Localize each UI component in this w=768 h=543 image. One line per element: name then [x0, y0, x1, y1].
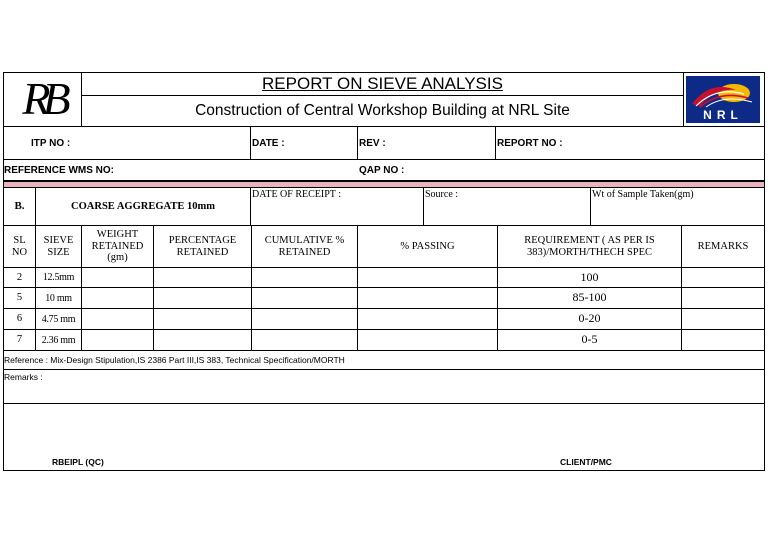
- row-sl-no: 2: [16, 271, 23, 283]
- row-requirement: 0-5: [581, 332, 598, 347]
- reference-note: Reference : Mix-Design Stipulation,IS 2386 Part III,IS 383, Technical Specification/MORTH: [4, 355, 345, 365]
- sample-weight-label: Wt of Sample Taken(gm): [592, 188, 694, 200]
- qap-no-label: QAP NO :: [359, 164, 405, 176]
- row-sl-no: 6: [16, 313, 23, 325]
- section-id: B.: [14, 200, 25, 213]
- remarks-label: Remarks :: [4, 372, 43, 382]
- header-weight-retained: WEIGHT RETAINED (gm): [91, 229, 144, 264]
- row-sl-no: 7: [16, 334, 23, 346]
- row-requirement: 100: [580, 269, 599, 284]
- row-sl-no: 5: [16, 292, 23, 304]
- header-cumulative-retained: CUMULATIVE % RETAINED: [264, 234, 345, 258]
- header-percentage-retained: PERCENTAGE RETAINED: [168, 234, 237, 258]
- rev-label: REV :: [359, 137, 386, 149]
- nrl-logo-text: NRL: [703, 108, 743, 122]
- report-no-label: REPORT NO :: [497, 137, 563, 149]
- row-requirement: 85-100: [572, 290, 607, 305]
- row-sieve-size: 2.36 mm: [41, 334, 76, 346]
- header-sl-no: SL NO: [11, 234, 28, 258]
- row-requirement: 0-20: [578, 311, 601, 326]
- itp-no-label: ITP NO :: [31, 137, 71, 149]
- date-label: DATE :: [252, 137, 285, 149]
- row-sieve-size: 4.75 mm: [41, 313, 76, 325]
- signature-client-pmc: CLIENT/PMC: [560, 457, 612, 467]
- reference-wms-label: REFERENCE WMS NO:: [4, 164, 114, 176]
- header-sieve-size: SIEVE SIZE: [43, 234, 74, 258]
- source-label: Source :: [425, 188, 459, 200]
- nrl-logo: [686, 76, 760, 123]
- header-passing: % PASSING: [400, 240, 455, 252]
- header-requirement: REQUIREMENT ( AS PER IS 383)/MORTH/THECH SPEC: [524, 234, 655, 258]
- company-logo: RB: [22, 73, 63, 125]
- header-remarks: REMARKS: [697, 240, 749, 252]
- signature-rbeipl-qc: RBEIPL (QC): [52, 457, 104, 467]
- material-name: COARSE AGGREGATE 10mm: [71, 200, 215, 212]
- project-subtitle: Construction of Central Workshop Building at NRL Site: [195, 102, 570, 120]
- row-sieve-size: 10 mm: [45, 292, 72, 304]
- row-sieve-size: 12.5mm: [42, 272, 75, 283]
- report-title: REPORT ON SIEVE ANALYSIS: [262, 73, 503, 93]
- date-of-receipt-label: DATE OF RECEIPT :: [252, 188, 341, 200]
